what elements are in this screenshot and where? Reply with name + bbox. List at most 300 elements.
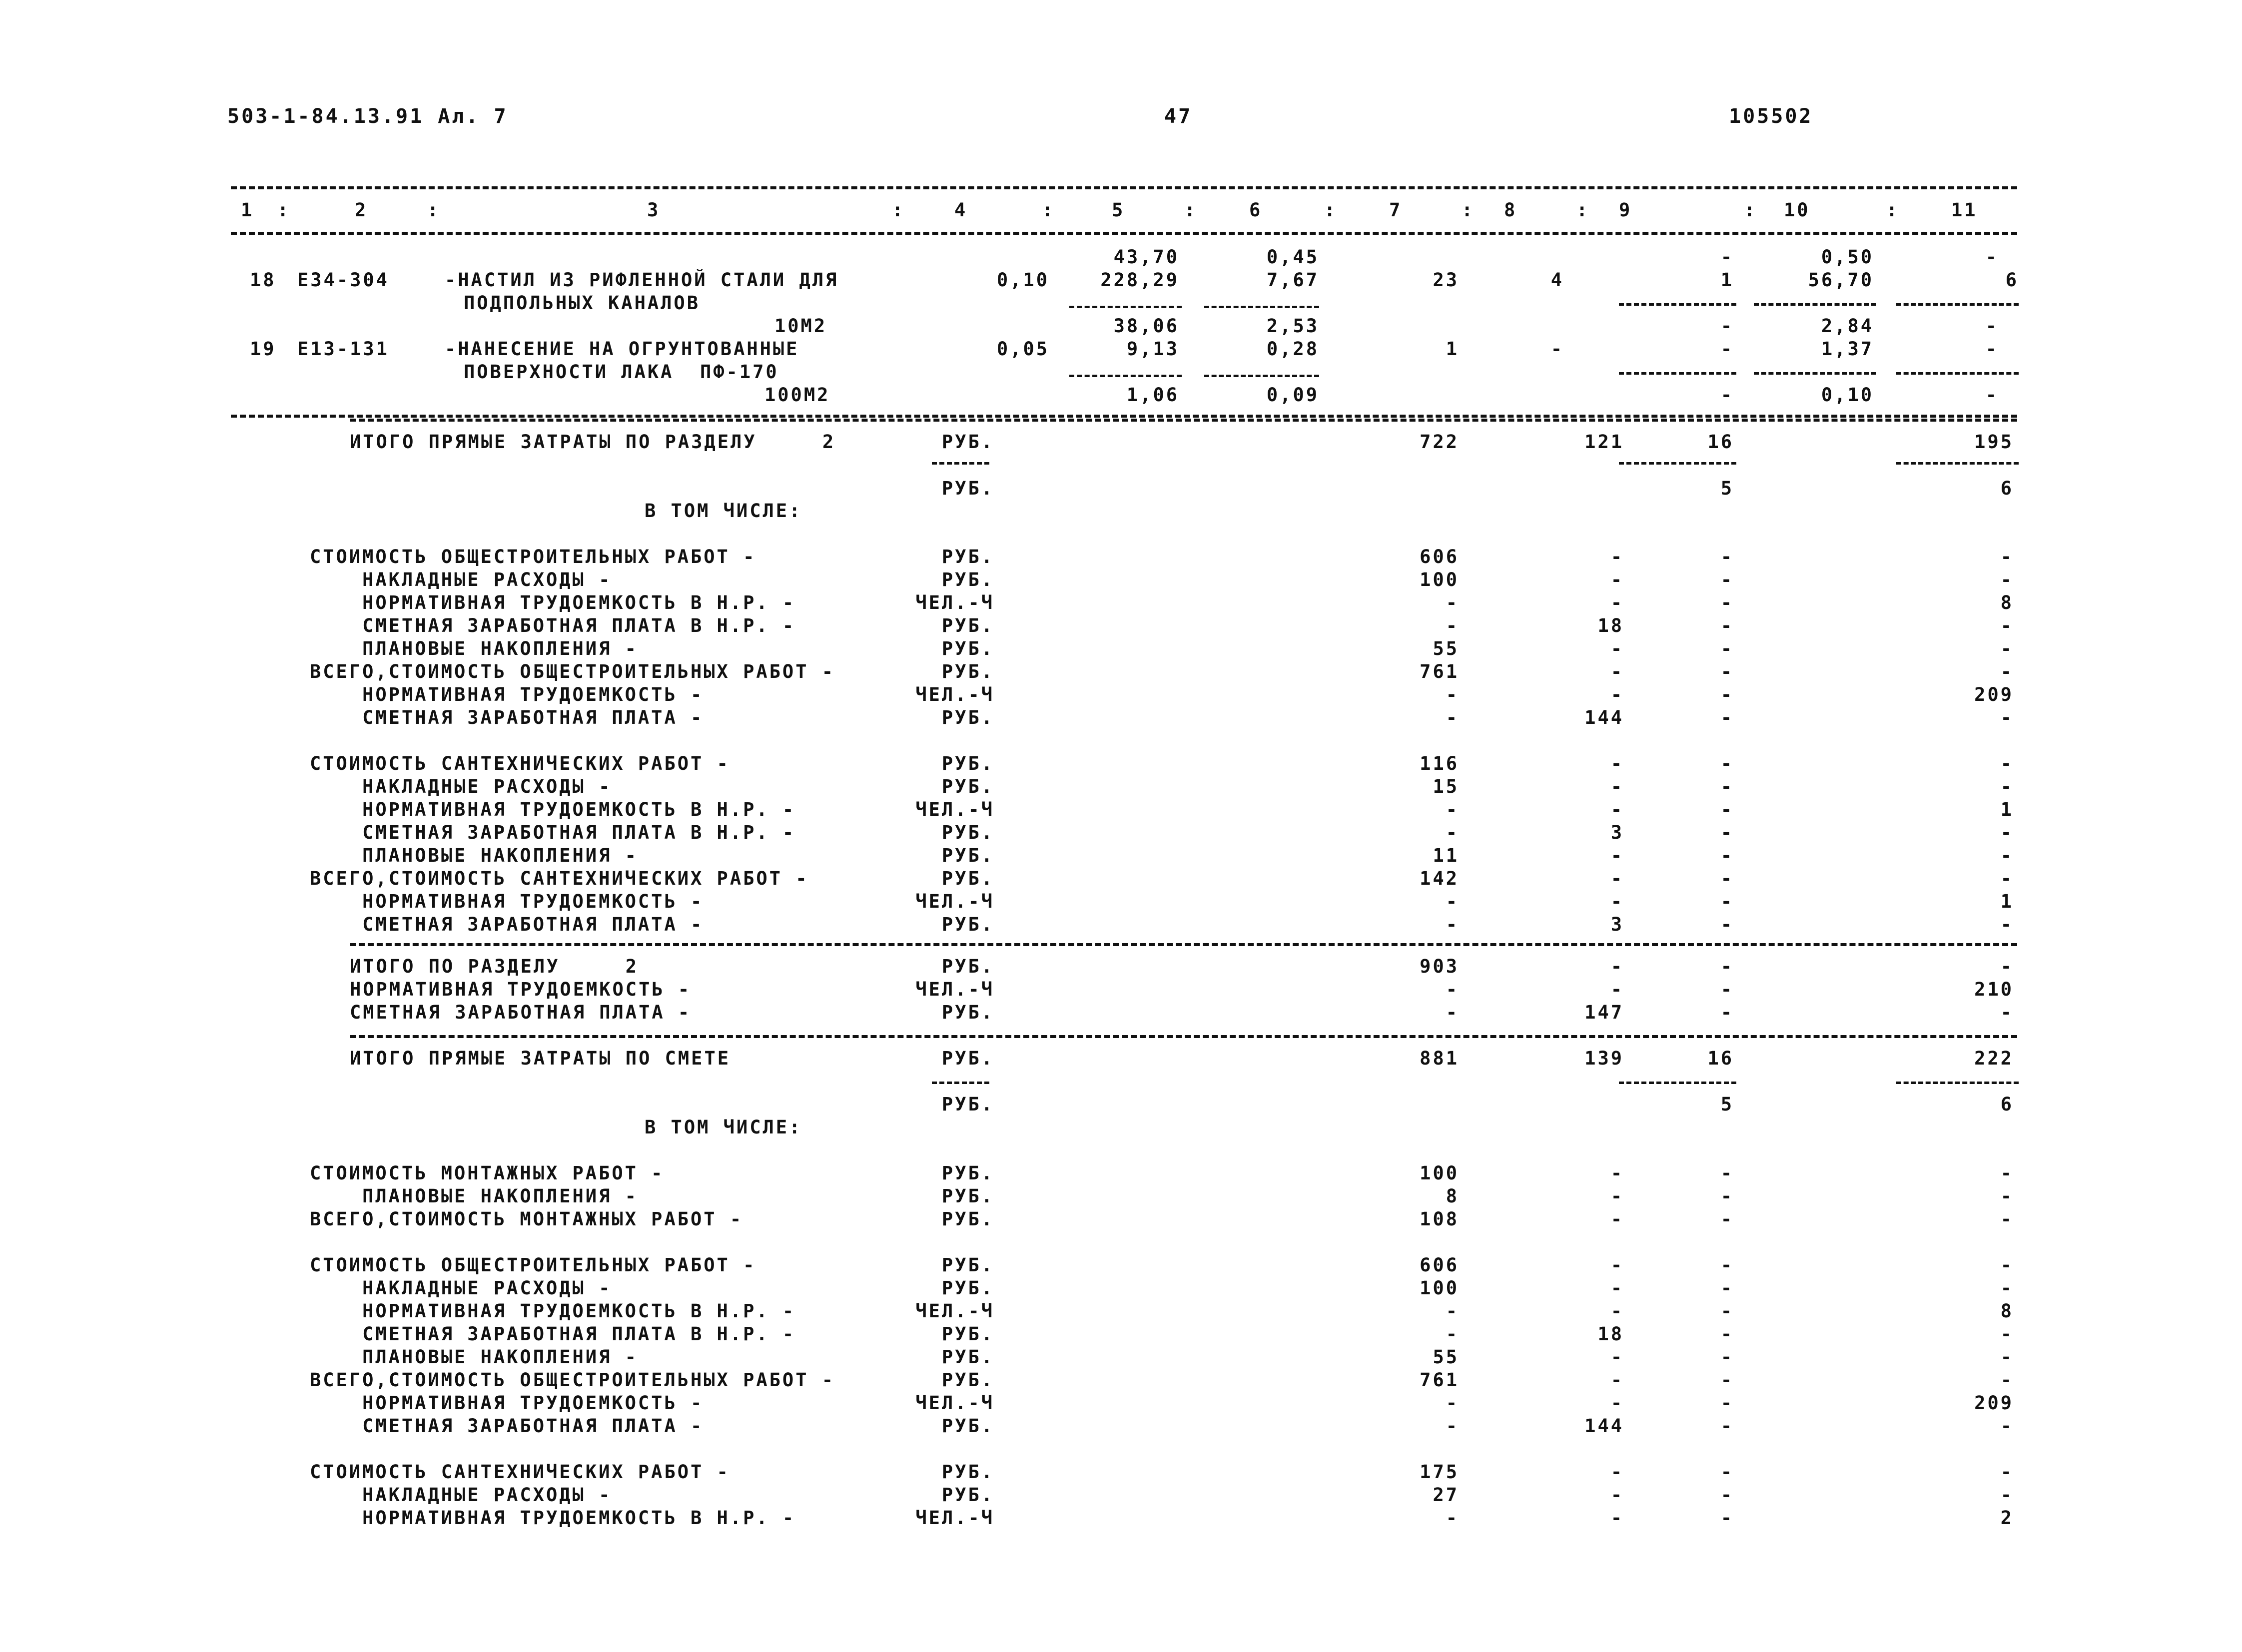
row-unit: РУБ. bbox=[941, 753, 994, 774]
sub-rule bbox=[1619, 462, 1736, 465]
row-label: НОРМАТИВНАЯ ТРУДОЕМКОСТЬ В Н.Р. - bbox=[310, 799, 796, 820]
cell: - bbox=[1720, 822, 1734, 843]
cell: 7,67 bbox=[1266, 269, 1319, 291]
cell: 27 bbox=[1433, 1484, 1459, 1506]
cell: - bbox=[2000, 1162, 2014, 1184]
row-unit: ЧЕЛ.-Ч bbox=[915, 1300, 994, 1322]
doc-number: 105502 bbox=[1729, 105, 1813, 128]
cell: - bbox=[2000, 661, 2014, 682]
row-label: ВСЕГО,СТОИМОСТЬ ОБЩЕСТРОИТЕЛЬНЫХ РАБОТ - bbox=[310, 1369, 835, 1391]
cell: 881 bbox=[1420, 1048, 1459, 1069]
cell: - bbox=[1720, 684, 1734, 705]
row-unit: РУБ. bbox=[941, 1094, 994, 1115]
row-unit: РУБ. bbox=[941, 1415, 994, 1437]
row-unit: РУБ. bbox=[941, 1048, 994, 1069]
cell: - bbox=[1610, 1461, 1624, 1483]
cell: - bbox=[1720, 1323, 1734, 1345]
cell: - bbox=[1720, 592, 1734, 613]
cell: - bbox=[1720, 1162, 1734, 1184]
cell: 0,28 bbox=[1266, 338, 1319, 360]
row-unit: РУБ. bbox=[941, 1461, 994, 1483]
cell: - bbox=[1610, 1208, 1624, 1230]
cell: - bbox=[1720, 569, 1734, 590]
cell: - bbox=[1720, 979, 1734, 1000]
cell: - bbox=[1446, 1002, 1459, 1023]
item-quantity: 0,05 bbox=[996, 338, 1049, 360]
cell: 209 bbox=[1974, 684, 2014, 705]
col-header-5: 5 bbox=[1112, 199, 1125, 221]
row-unit: ЧЕЛ.-Ч bbox=[915, 1507, 994, 1529]
col-separator: : bbox=[1324, 199, 1338, 221]
cell: - bbox=[2000, 753, 2014, 774]
cell: 175 bbox=[1420, 1461, 1459, 1483]
row-label: НОРМАТИВНАЯ ТРУДОЕМКОСТЬ В Н.Р. - bbox=[310, 1300, 796, 1322]
row-unit: РУБ. bbox=[941, 478, 994, 499]
col-header-7: 7 bbox=[1389, 199, 1403, 221]
row-label: СМЕТНАЯ ЗАРАБОТНАЯ ПЛАТА В Н.Р. - bbox=[310, 615, 796, 636]
row-label: ИТОГО ПО РАЗДЕЛУ 2 bbox=[350, 956, 639, 977]
sub-rule bbox=[1204, 375, 1319, 377]
cell: - bbox=[1610, 1277, 1624, 1299]
col-header-6: 6 bbox=[1249, 199, 1263, 221]
cell: - bbox=[2000, 569, 2014, 590]
cell: - bbox=[1720, 707, 1734, 728]
cell: - bbox=[2000, 1369, 2014, 1391]
col-header-3: 3 bbox=[647, 199, 661, 221]
cell: - bbox=[2000, 1277, 2014, 1299]
cell: - bbox=[1720, 1002, 1734, 1023]
cell: - bbox=[2000, 776, 2014, 797]
row-unit: РУБ. bbox=[941, 1002, 994, 1023]
table-top-rule bbox=[231, 186, 2017, 189]
cell: 18 bbox=[1597, 615, 1624, 636]
cell: - bbox=[1720, 1185, 1734, 1207]
cell: - bbox=[2000, 868, 2014, 889]
col-header-1: 1 bbox=[241, 199, 254, 221]
row-unit: ЧЕЛ.-Ч bbox=[915, 891, 994, 912]
col-header-10: 10 bbox=[1784, 199, 1810, 221]
cell: 761 bbox=[1420, 1369, 1459, 1391]
cell: - bbox=[1720, 868, 1734, 889]
cell: 8 bbox=[1446, 1185, 1459, 1207]
cell: 18 bbox=[1597, 1323, 1624, 1345]
cell: - bbox=[1446, 1507, 1459, 1529]
cell: - bbox=[2000, 546, 2014, 567]
row-label: В ТОМ ЧИСЛЕ: bbox=[645, 500, 802, 522]
cell: - bbox=[1446, 684, 1459, 705]
cell: - bbox=[2000, 638, 2014, 659]
cell: - bbox=[1610, 661, 1624, 682]
col-separator: : bbox=[1184, 199, 1198, 221]
row-label: НАКЛАДНЫЕ РАСХОДЫ - bbox=[310, 569, 612, 590]
cell: - bbox=[2000, 956, 2014, 977]
col-separator: : bbox=[427, 199, 441, 221]
cell: - bbox=[1610, 1392, 1624, 1414]
cell: 0,45 bbox=[1266, 246, 1319, 268]
cell: - bbox=[1446, 799, 1459, 820]
cell: 6 bbox=[2000, 478, 2014, 499]
cell: 23 bbox=[1433, 269, 1459, 291]
cell: - bbox=[1610, 1484, 1624, 1506]
row-label: НАКЛАДНЫЕ РАСХОДЫ - bbox=[310, 1484, 612, 1506]
sub-rule bbox=[1754, 303, 1876, 306]
row-label: НОРМАТИВНАЯ ТРУДОЕМКОСТЬ - bbox=[310, 891, 704, 912]
row-unit: РУБ. bbox=[941, 956, 994, 977]
row-label: СМЕТНАЯ ЗАРАБОТНАЯ ПЛАТА - bbox=[310, 1415, 704, 1437]
cell: - bbox=[1720, 1369, 1734, 1391]
row-unit: РУБ. bbox=[941, 431, 994, 453]
cell: - bbox=[1720, 914, 1734, 935]
section-rule bbox=[350, 1035, 2017, 1038]
sub-rule bbox=[1204, 306, 1319, 308]
cell: - bbox=[1720, 1484, 1734, 1506]
sub-rule bbox=[1069, 306, 1182, 308]
cell: 15 bbox=[1433, 776, 1459, 797]
row-label: ПЛАНОВЫЕ НАКОПЛЕНИЯ - bbox=[310, 638, 638, 659]
row-label: НОРМАТИВНАЯ ТРУДОЕМКОСТЬ - bbox=[310, 684, 704, 705]
item-description-cont: ПОВЕРХНОСТИ ЛАКА ПФ-170 bbox=[464, 361, 779, 383]
row-label: ИТОГО ПРЯМЫЕ ЗАТРАТЫ ПО РАЗДЕЛУ 2 bbox=[350, 431, 836, 453]
cell: 108 bbox=[1420, 1208, 1459, 1230]
cell: - bbox=[1720, 638, 1734, 659]
cell: - bbox=[1610, 1346, 1624, 1368]
cell: - bbox=[1446, 707, 1459, 728]
row-label: СТОИМОСТЬ МОНТАЖНЫХ РАБОТ - bbox=[310, 1162, 665, 1184]
cell: - bbox=[1985, 338, 1999, 360]
cell: 1,37 bbox=[1821, 338, 1874, 360]
cell: 722 bbox=[1420, 431, 1459, 453]
cell: 16 bbox=[1707, 431, 1734, 453]
cell: 195 bbox=[1974, 431, 2014, 453]
row-label: ВСЕГО,СТОИМОСТЬ САНТЕХНИЧЕСКИХ РАБОТ - bbox=[310, 868, 809, 889]
cell: - bbox=[2000, 1185, 2014, 1207]
cell: - bbox=[2000, 1323, 2014, 1345]
row-label: ВСЕГО,СТОИМОСТЬ МОНТАЖНЫХ РАБОТ - bbox=[310, 1208, 744, 1230]
cell: 1 bbox=[2000, 891, 2014, 912]
row-unit: ЧЕЛ.-Ч bbox=[915, 1392, 994, 1414]
item-number: 18 bbox=[250, 269, 276, 291]
cell: 3 bbox=[1610, 822, 1624, 843]
cell: 2 bbox=[2000, 1507, 2014, 1529]
cell: - bbox=[1720, 956, 1734, 977]
row-unit: РУБ. bbox=[941, 1484, 994, 1506]
col-separator: : bbox=[277, 199, 291, 221]
cell: - bbox=[1985, 384, 1999, 406]
item-description: -НАСТИЛ ИЗ РИФЛЕННОЙ СТАЛИ ДЛЯ bbox=[445, 269, 839, 291]
cell: - bbox=[1720, 1392, 1734, 1414]
row-unit: РУБ. bbox=[941, 1254, 994, 1276]
row-label: НАКЛАДНЫЕ РАСХОДЫ - bbox=[310, 776, 612, 797]
row-label: НОРМАТИВНАЯ ТРУДОЕМКОСТЬ В Н.Р. - bbox=[310, 592, 796, 613]
row-label: НОРМАТИВНАЯ ТРУДОЕМКОСТЬ - bbox=[310, 1392, 704, 1414]
cell: 0,50 bbox=[1821, 246, 1874, 268]
row-unit: РУБ. bbox=[941, 822, 994, 843]
cell: 4 bbox=[1550, 269, 1564, 291]
col-separator: : bbox=[892, 199, 905, 221]
cell: - bbox=[1610, 592, 1624, 613]
cell: - bbox=[1720, 1277, 1734, 1299]
row-unit: РУБ. bbox=[941, 1323, 994, 1345]
row-label: СМЕТНАЯ ЗАРАБОТНАЯ ПЛАТА - bbox=[350, 1002, 692, 1023]
row-label: ПЛАНОВЫЕ НАКОПЛЕНИЯ - bbox=[310, 1185, 638, 1207]
cell: - bbox=[1720, 1254, 1734, 1276]
cell: 606 bbox=[1420, 546, 1459, 567]
cell: - bbox=[1610, 956, 1624, 977]
cell: - bbox=[1720, 891, 1734, 912]
cell: 3 bbox=[1610, 914, 1624, 935]
col-separator: : bbox=[1886, 199, 1900, 221]
row-unit: РУБ. bbox=[941, 1277, 994, 1299]
sub-rule bbox=[1896, 1082, 2019, 1084]
row-unit: РУБ. bbox=[941, 569, 994, 590]
cell: - bbox=[1720, 776, 1734, 797]
row-label: СМЕТНАЯ ЗАРАБОТНАЯ ПЛАТА - bbox=[310, 707, 704, 728]
cell: 228,29 bbox=[1100, 269, 1179, 291]
row-unit: РУБ. bbox=[941, 845, 994, 866]
cell: - bbox=[1720, 546, 1734, 567]
cell: 209 bbox=[1974, 1392, 2014, 1414]
row-unit: РУБ. bbox=[941, 1162, 994, 1184]
cell: - bbox=[1985, 315, 1999, 337]
cell: - bbox=[1610, 868, 1624, 889]
cell: - bbox=[1610, 776, 1624, 797]
cell: 606 bbox=[1420, 1254, 1459, 1276]
sub-rule bbox=[1896, 303, 2019, 306]
col-separator: : bbox=[1042, 199, 1055, 221]
cell: - bbox=[2000, 1208, 2014, 1230]
item-number: 19 bbox=[250, 338, 276, 360]
cell: 55 bbox=[1433, 1346, 1459, 1368]
cell: - bbox=[1610, 891, 1624, 912]
cell: - bbox=[1446, 891, 1459, 912]
row-unit: РУБ. bbox=[941, 868, 994, 889]
cell: 56,70 bbox=[1808, 269, 1874, 291]
cell: - bbox=[2000, 822, 2014, 843]
item-code: Е13-131 bbox=[297, 338, 389, 360]
cell: 55 bbox=[1433, 638, 1459, 659]
cell: 210 bbox=[1974, 979, 2014, 1000]
col-separator: : bbox=[1576, 199, 1590, 221]
col-header-4: 4 bbox=[954, 199, 968, 221]
cell: - bbox=[1610, 753, 1624, 774]
cell: - bbox=[1446, 822, 1459, 843]
cell: - bbox=[1720, 799, 1734, 820]
row-label: СМЕТНАЯ ЗАРАБОТНАЯ ПЛАТА - bbox=[310, 914, 704, 935]
cell: - bbox=[1610, 979, 1624, 1000]
item-unit: 100М2 bbox=[764, 384, 830, 406]
row-label: СМЕТНАЯ ЗАРАБОТНАЯ ПЛАТА В Н.Р. - bbox=[310, 822, 796, 843]
cell: - bbox=[1720, 1300, 1734, 1322]
row-unit: РУБ. bbox=[941, 707, 994, 728]
row-unit: РУБ. bbox=[941, 615, 994, 636]
cell: 38,06 bbox=[1113, 315, 1179, 337]
cell: - bbox=[2000, 1346, 2014, 1368]
item-unit: 10М2 bbox=[774, 315, 827, 337]
sub-rule bbox=[932, 1082, 989, 1084]
sub-rule bbox=[1896, 462, 2019, 465]
row-label: СТОИМОСТЬ САНТЕХНИЧЕСКИХ РАБОТ - bbox=[310, 753, 730, 774]
cell: 0,10 bbox=[1821, 384, 1874, 406]
item-description-cont: ПОДПОЛЬНЫХ КАНАЛОВ bbox=[464, 292, 700, 314]
cell: - bbox=[1610, 569, 1624, 590]
cell: - bbox=[1610, 638, 1624, 659]
cell: - bbox=[1720, 384, 1734, 406]
row-label: НОРМАТИВНАЯ ТРУДОЕМКОСТЬ В Н.Р. - bbox=[310, 1507, 796, 1529]
cell: - bbox=[1446, 979, 1459, 1000]
doc-code: 503-1-84.13.91 Ал. 7 bbox=[227, 105, 508, 128]
cell: 142 bbox=[1420, 868, 1459, 889]
sub-rule bbox=[1754, 372, 1876, 375]
cell: 6 bbox=[2005, 269, 2019, 291]
row-unit: РУБ. bbox=[941, 661, 994, 682]
row-unit: РУБ. bbox=[941, 546, 994, 567]
cell: - bbox=[2000, 845, 2014, 866]
row-unit: РУБ. bbox=[941, 1208, 994, 1230]
row-label: СМЕТНАЯ ЗАРАБОТНАЯ ПЛАТА В Н.Р. - bbox=[310, 1323, 796, 1345]
cell: 11 bbox=[1433, 845, 1459, 866]
cell: 139 bbox=[1584, 1048, 1624, 1069]
cell: - bbox=[1610, 1185, 1624, 1207]
row-label: СТОИМОСТЬ ОБЩЕСТРОИТЕЛЬНЫХ РАБОТ - bbox=[310, 546, 756, 567]
cell: - bbox=[1720, 1208, 1734, 1230]
cell: - bbox=[2000, 1254, 2014, 1276]
cell: 100 bbox=[1420, 1162, 1459, 1184]
cell: 6 bbox=[2000, 1094, 2014, 1115]
cell: 1,06 bbox=[1126, 384, 1179, 406]
row-label: ИТОГО ПРЯМЫЕ ЗАТРАТЫ ПО СМЕТЕ bbox=[350, 1048, 731, 1069]
item-quantity: 0,10 bbox=[996, 269, 1049, 291]
cell: 5 bbox=[1720, 478, 1734, 499]
row-label: НОРМАТИВНАЯ ТРУДОЕМКОСТЬ - bbox=[350, 979, 692, 1000]
cell: - bbox=[1720, 246, 1734, 268]
cell: 43,70 bbox=[1113, 246, 1179, 268]
cell: - bbox=[1720, 1346, 1734, 1368]
cell: 9,13 bbox=[1126, 338, 1179, 360]
row-label: СТОИМОСТЬ ОБЩЕСТРОИТЕЛЬНЫХ РАБОТ - bbox=[310, 1254, 756, 1276]
cell: - bbox=[1610, 845, 1624, 866]
row-label: ПЛАНОВЫЕ НАКОПЛЕНИЯ - bbox=[310, 1346, 638, 1368]
cell: 903 bbox=[1420, 956, 1459, 977]
cell: - bbox=[1610, 1369, 1624, 1391]
item-description: -НАНЕСЕНИЕ НА ОГРУНТОВАННЫЕ bbox=[445, 338, 799, 360]
item-code: Е34-304 bbox=[297, 269, 389, 291]
cell: - bbox=[1446, 914, 1459, 935]
row-label: В ТОМ ЧИСЛЕ: bbox=[645, 1116, 802, 1138]
cell: 100 bbox=[1420, 1277, 1459, 1299]
sub-rule bbox=[932, 462, 989, 465]
cell: 222 bbox=[1974, 1048, 2014, 1069]
cell: 1 bbox=[2000, 799, 2014, 820]
cell: - bbox=[1720, 315, 1734, 337]
sub-rule bbox=[1619, 372, 1736, 375]
row-unit: РУБ. bbox=[941, 638, 994, 659]
col-header-8: 8 bbox=[1504, 199, 1517, 221]
cell: - bbox=[1446, 1300, 1459, 1322]
items-bottom-rule-2 bbox=[350, 419, 2017, 422]
cell: 121 bbox=[1584, 431, 1624, 453]
col-header-9: 9 bbox=[1619, 199, 1632, 221]
cell: - bbox=[1446, 615, 1459, 636]
cell: 2,53 bbox=[1266, 315, 1319, 337]
row-label: ВСЕГО,СТОИМОСТЬ ОБЩЕСТРОИТЕЛЬНЫХ РАБОТ - bbox=[310, 661, 835, 682]
cell: - bbox=[1610, 1300, 1624, 1322]
row-label: ПЛАНОВЫЕ НАКОПЛЕНИЯ - bbox=[310, 845, 638, 866]
row-unit: ЧЕЛ.-Ч bbox=[915, 684, 994, 705]
sub-rule bbox=[1896, 372, 2019, 375]
cell: 144 bbox=[1584, 1415, 1624, 1437]
cell: 16 bbox=[1707, 1048, 1734, 1069]
cell: 144 bbox=[1584, 707, 1624, 728]
cell: - bbox=[1446, 1392, 1459, 1414]
cell: - bbox=[1446, 1323, 1459, 1345]
cell: - bbox=[1446, 1415, 1459, 1437]
cell: - bbox=[1720, 753, 1734, 774]
row-unit: РУБ. bbox=[941, 1369, 994, 1391]
cell: - bbox=[1610, 1162, 1624, 1184]
items-bottom-rule bbox=[231, 415, 2017, 418]
cell: - bbox=[2000, 1484, 2014, 1506]
cell: 147 bbox=[1584, 1002, 1624, 1023]
cell: 1 bbox=[1720, 269, 1734, 291]
header-bottom-rule bbox=[231, 232, 2017, 235]
cell: - bbox=[1610, 1507, 1624, 1529]
row-unit: РУБ. bbox=[941, 1185, 994, 1207]
row-label: СТОИМОСТЬ САНТЕХНИЧЕСКИХ РАБОТ - bbox=[310, 1461, 730, 1483]
section-rule bbox=[350, 943, 2017, 946]
cell: - bbox=[1720, 1461, 1734, 1483]
cell: - bbox=[1610, 799, 1624, 820]
row-label: НАКЛАДНЫЕ РАСХОДЫ - bbox=[310, 1277, 612, 1299]
cell: 8 bbox=[2000, 592, 2014, 613]
col-header-2: 2 bbox=[355, 199, 368, 221]
cell: - bbox=[2000, 1002, 2014, 1023]
cell: - bbox=[1550, 338, 1564, 360]
row-unit: ЧЕЛ.-Ч bbox=[915, 592, 994, 613]
col-separator: : bbox=[1744, 199, 1757, 221]
page-number: 47 bbox=[1164, 105, 1193, 128]
row-unit: ЧЕЛ.-Ч bbox=[915, 799, 994, 820]
cell: 116 bbox=[1420, 753, 1459, 774]
cell: - bbox=[2000, 1461, 2014, 1483]
sub-rule bbox=[1619, 1082, 1736, 1084]
cell: 761 bbox=[1420, 661, 1459, 682]
col-separator: : bbox=[1462, 199, 1475, 221]
cell: - bbox=[1720, 615, 1734, 636]
cell: - bbox=[1720, 661, 1734, 682]
row-unit: ЧЕЛ.-Ч bbox=[915, 979, 994, 1000]
cell: - bbox=[2000, 1415, 2014, 1437]
sub-rule bbox=[1069, 375, 1182, 377]
col-header-11: 11 bbox=[1951, 199, 1978, 221]
cell: - bbox=[1610, 546, 1624, 567]
cell: - bbox=[1720, 338, 1734, 360]
cell: - bbox=[1446, 592, 1459, 613]
sub-rule bbox=[1619, 303, 1736, 306]
cell: - bbox=[2000, 914, 2014, 935]
cell: - bbox=[1720, 845, 1734, 866]
row-unit: РУБ. bbox=[941, 1346, 994, 1368]
cell: 5 bbox=[1720, 1094, 1734, 1115]
row-unit: РУБ. bbox=[941, 776, 994, 797]
cell: 8 bbox=[2000, 1300, 2014, 1322]
cell: - bbox=[1610, 1254, 1624, 1276]
cell: - bbox=[1610, 684, 1624, 705]
cell: 1 bbox=[1446, 338, 1459, 360]
row-unit: РУБ. bbox=[941, 914, 994, 935]
cell: - bbox=[1720, 1415, 1734, 1437]
cell: - bbox=[1985, 246, 1999, 268]
cell: 100 bbox=[1420, 569, 1459, 590]
